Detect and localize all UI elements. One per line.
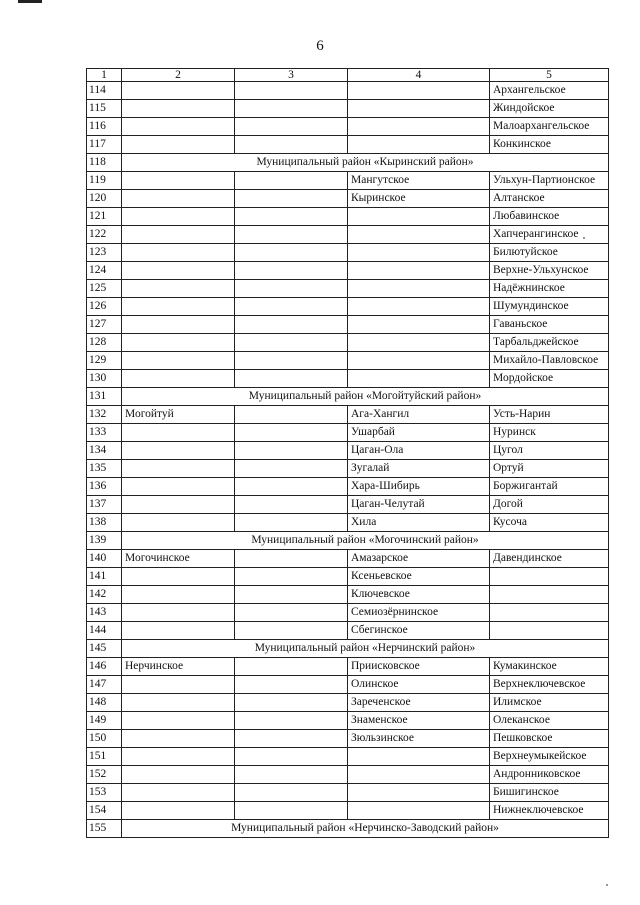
column-3-cell — [235, 568, 348, 586]
column-2-cell — [122, 694, 235, 712]
column-3-cell — [235, 604, 348, 622]
column-4-cell: Хара-Шибирь — [348, 478, 490, 496]
district-name-cell: Муниципальный район «Могочинский район» — [122, 532, 609, 550]
table-row — [87, 460, 609, 478]
table-row — [87, 118, 609, 136]
table-row — [87, 568, 609, 586]
table-row — [87, 226, 609, 244]
column-2-cell — [122, 712, 235, 730]
column-3-cell — [235, 784, 348, 802]
column-4-cell — [348, 226, 490, 244]
column-2-cell — [122, 316, 235, 334]
table-row — [87, 298, 609, 316]
row-number-cell: 148 — [87, 694, 122, 712]
column-2-cell — [122, 676, 235, 694]
column-4-cell: Хила — [348, 514, 490, 532]
column-3-cell — [235, 352, 348, 370]
row-number-cell: 117 — [87, 136, 122, 154]
table-row — [87, 82, 609, 100]
table-row — [87, 514, 609, 532]
column-5-cell: Кусоча — [490, 514, 609, 532]
table-row — [87, 136, 609, 154]
column-4-cell — [348, 766, 490, 784]
column-5-cell: Пешковское — [490, 730, 609, 748]
column-5-cell: Конкинское — [490, 136, 609, 154]
column-3-cell — [235, 586, 348, 604]
column-2-cell — [122, 748, 235, 766]
column-3-cell — [235, 766, 348, 784]
column-4-cell: Цаган-Ола — [348, 442, 490, 460]
district-name-cell: Муниципальный район «Могойтуйский район» — [122, 388, 609, 406]
column-5-cell: Алтанское — [490, 190, 609, 208]
row-number-cell: 146 — [87, 658, 122, 676]
table-row — [87, 586, 609, 604]
column-2-cell — [122, 136, 235, 154]
row-number-cell: 128 — [87, 334, 122, 352]
district-name-cell: Муниципальный район «Нерчинский район» — [122, 640, 609, 658]
column-5-cell: Догой — [490, 496, 609, 514]
column-2-cell: Могочинское — [122, 550, 235, 568]
column-3-cell — [235, 226, 348, 244]
column-2-cell — [122, 208, 235, 226]
column-2-cell — [122, 478, 235, 496]
row-number-cell: 133 — [87, 424, 122, 442]
district-header-row — [87, 388, 609, 406]
column-3-cell — [235, 442, 348, 460]
table-row — [87, 694, 609, 712]
column-5-cell — [490, 568, 609, 586]
column-4-cell — [348, 784, 490, 802]
table-row — [87, 496, 609, 514]
column-4-cell: Олинское — [348, 676, 490, 694]
column-3-cell — [235, 478, 348, 496]
scan-corner-mark — [18, 0, 42, 3]
row-number-cell: 151 — [87, 748, 122, 766]
column-5-cell: Кумакинское — [490, 658, 609, 676]
row-number-cell: 114 — [87, 82, 122, 100]
column-5-cell: Архангельское — [490, 82, 609, 100]
column-2-cell — [122, 226, 235, 244]
row-number-cell: 140 — [87, 550, 122, 568]
column-4-cell: Ушарбай — [348, 424, 490, 442]
column-5-cell: Илимское — [490, 694, 609, 712]
table-row — [87, 100, 609, 118]
table-row — [87, 622, 609, 640]
column-4-cell — [348, 118, 490, 136]
column-5-cell: Андронниковское — [490, 766, 609, 784]
column-2-cell — [122, 334, 235, 352]
table-row — [87, 190, 609, 208]
column-5-cell — [490, 622, 609, 640]
column-3-cell — [235, 82, 348, 100]
row-number-cell: 115 — [87, 100, 122, 118]
column-2-cell — [122, 118, 235, 136]
row-number-cell: 121 — [87, 208, 122, 226]
table-row — [87, 316, 609, 334]
column-4-cell: Сбегинское — [348, 622, 490, 640]
column-3-cell — [235, 712, 348, 730]
column-4-cell: Знаменское — [348, 712, 490, 730]
column-2-cell — [122, 370, 235, 388]
column-5-cell: Боржигантай — [490, 478, 609, 496]
column-header: 3 — [235, 69, 348, 82]
column-5-cell: Бишигинское — [490, 784, 609, 802]
column-4-cell: Ксеньевское — [348, 568, 490, 586]
column-4-cell: Семиозёрнинское — [348, 604, 490, 622]
column-5-cell: Надёжнинское — [490, 280, 609, 298]
table-row — [87, 712, 609, 730]
table-row — [87, 604, 609, 622]
row-number-cell: 139 — [87, 532, 122, 550]
district-header-row — [87, 820, 609, 838]
column-3-cell — [235, 460, 348, 478]
table-row — [87, 334, 609, 352]
column-4-cell — [348, 244, 490, 262]
column-3-cell — [235, 496, 348, 514]
column-5-cell: Цугол — [490, 442, 609, 460]
column-4-cell — [348, 280, 490, 298]
table-row — [87, 424, 609, 442]
row-number-cell: 131 — [87, 388, 122, 406]
table-row — [87, 442, 609, 460]
column-2-cell — [122, 280, 235, 298]
column-5-cell: Шумундинское — [490, 298, 609, 316]
column-5-cell: Хапчерангинское — [490, 226, 609, 244]
column-4-cell — [348, 370, 490, 388]
column-5-cell: Любавинское — [490, 208, 609, 226]
row-number-cell: 129 — [87, 352, 122, 370]
column-3-cell — [235, 262, 348, 280]
column-3-cell — [235, 172, 348, 190]
column-3-cell — [235, 298, 348, 316]
column-3-cell — [235, 694, 348, 712]
column-4-cell: Амазарское — [348, 550, 490, 568]
table-row — [87, 208, 609, 226]
row-number-cell: 153 — [87, 784, 122, 802]
table-row — [87, 280, 609, 298]
column-5-cell: Давендинское — [490, 550, 609, 568]
column-3-cell — [235, 730, 348, 748]
table-row — [87, 802, 609, 820]
column-2-cell — [122, 586, 235, 604]
column-4-cell — [348, 262, 490, 280]
row-number-cell: 132 — [87, 406, 122, 424]
row-number-cell: 149 — [87, 712, 122, 730]
column-3-cell — [235, 748, 348, 766]
row-number-cell: 124 — [87, 262, 122, 280]
district-header-row — [87, 532, 609, 550]
scan-speck — [606, 884, 608, 886]
scan-speck — [583, 237, 585, 239]
column-5-cell: Жиндойское — [490, 100, 609, 118]
column-5-cell: Верхнеумыкейское — [490, 748, 609, 766]
column-2-cell — [122, 802, 235, 820]
row-number-cell: 135 — [87, 460, 122, 478]
column-2-cell — [122, 460, 235, 478]
table-row — [87, 784, 609, 802]
column-3-cell — [235, 316, 348, 334]
column-4-cell — [348, 334, 490, 352]
column-4-cell: Зугалай — [348, 460, 490, 478]
column-2-cell — [122, 82, 235, 100]
district-name-cell: Муниципальный район «Нерчинско-Заводский район» — [122, 820, 609, 838]
column-3-cell — [235, 208, 348, 226]
table-row — [87, 676, 609, 694]
row-number-cell: 150 — [87, 730, 122, 748]
column-3-cell — [235, 100, 348, 118]
row-number-cell: 143 — [87, 604, 122, 622]
column-5-cell: Гаваньское — [490, 316, 609, 334]
table-row — [87, 262, 609, 280]
column-3-cell — [235, 334, 348, 352]
row-number-cell: 136 — [87, 478, 122, 496]
column-4-cell — [348, 100, 490, 118]
column-3-cell — [235, 280, 348, 298]
table-row — [87, 766, 609, 784]
table-row — [87, 748, 609, 766]
column-3-cell — [235, 676, 348, 694]
municipal-registry-table — [86, 68, 609, 838]
table-row — [87, 478, 609, 496]
column-3-cell — [235, 424, 348, 442]
column-3-cell — [235, 658, 348, 676]
column-5-cell: Ульхун-Партионское — [490, 172, 609, 190]
table-row — [87, 172, 609, 190]
column-4-cell — [348, 208, 490, 226]
row-number-cell: 147 — [87, 676, 122, 694]
column-4-cell — [348, 298, 490, 316]
column-5-cell: Верхне-Ульхунское — [490, 262, 609, 280]
column-header: 1 — [87, 69, 122, 82]
column-3-cell — [235, 190, 348, 208]
column-2-cell — [122, 352, 235, 370]
row-number-cell: 126 — [87, 298, 122, 316]
column-4-cell — [348, 802, 490, 820]
column-5-cell: Олеканское — [490, 712, 609, 730]
row-number-cell: 152 — [87, 766, 122, 784]
column-2-cell — [122, 100, 235, 118]
column-2-cell — [122, 244, 235, 262]
row-number-cell: 138 — [87, 514, 122, 532]
table-row — [87, 658, 609, 676]
column-5-cell: Нуринск — [490, 424, 609, 442]
row-number-cell: 154 — [87, 802, 122, 820]
row-number-cell: 155 — [87, 820, 122, 838]
column-4-cell — [348, 748, 490, 766]
column-2-cell — [122, 424, 235, 442]
column-header: 4 — [348, 69, 490, 82]
column-3-cell — [235, 622, 348, 640]
column-5-cell: Усть-Нарин — [490, 406, 609, 424]
column-4-cell: Зареченское — [348, 694, 490, 712]
row-number-cell: 134 — [87, 442, 122, 460]
column-5-cell: Малоархангельское — [490, 118, 609, 136]
table-header-row — [87, 69, 609, 82]
column-4-cell — [348, 316, 490, 334]
column-5-cell: Билютуйское — [490, 244, 609, 262]
row-number-cell: 141 — [87, 568, 122, 586]
column-2-cell — [122, 190, 235, 208]
column-2-cell — [122, 298, 235, 316]
column-2-cell: Нерчинское — [122, 658, 235, 676]
row-number-cell: 120 — [87, 190, 122, 208]
column-4-cell — [348, 82, 490, 100]
column-4-cell: Зюльзинское — [348, 730, 490, 748]
column-2-cell — [122, 442, 235, 460]
row-number-cell: 130 — [87, 370, 122, 388]
column-3-cell — [235, 136, 348, 154]
column-2-cell — [122, 730, 235, 748]
column-5-cell: Верхнеключевское — [490, 676, 609, 694]
column-header: 2 — [122, 69, 235, 82]
column-3-cell — [235, 244, 348, 262]
column-2-cell — [122, 496, 235, 514]
table-row — [87, 244, 609, 262]
district-header-row — [87, 640, 609, 658]
column-3-cell — [235, 802, 348, 820]
column-5-cell: Мордойское — [490, 370, 609, 388]
column-2-cell — [122, 568, 235, 586]
row-number-cell: 127 — [87, 316, 122, 334]
column-2-cell — [122, 622, 235, 640]
column-4-cell: Ага-Хангил — [348, 406, 490, 424]
column-4-cell: Приисковское — [348, 658, 490, 676]
column-5-cell: Ортуй — [490, 460, 609, 478]
column-3-cell — [235, 118, 348, 136]
column-3-cell — [235, 406, 348, 424]
column-4-cell: Мангутское — [348, 172, 490, 190]
table-row — [87, 406, 609, 424]
row-number-cell: 125 — [87, 280, 122, 298]
table-row — [87, 352, 609, 370]
row-number-cell: 118 — [87, 154, 122, 172]
row-number-cell: 142 — [87, 586, 122, 604]
page-number: 6 — [316, 38, 324, 54]
row-number-cell: 116 — [87, 118, 122, 136]
column-2-cell — [122, 784, 235, 802]
column-2-cell — [122, 604, 235, 622]
column-4-cell: Цаган-Челутай — [348, 496, 490, 514]
row-number-cell: 137 — [87, 496, 122, 514]
table-row — [87, 370, 609, 388]
column-5-cell — [490, 604, 609, 622]
column-5-cell — [490, 586, 609, 604]
row-number-cell: 122 — [87, 226, 122, 244]
column-3-cell — [235, 550, 348, 568]
column-header: 5 — [490, 69, 609, 82]
row-number-cell: 145 — [87, 640, 122, 658]
row-number-cell: 123 — [87, 244, 122, 262]
column-2-cell — [122, 262, 235, 280]
district-name-cell: Муниципальный район «Кыринский район» — [122, 154, 609, 172]
column-2-cell: Могойтуй — [122, 406, 235, 424]
district-header-row — [87, 154, 609, 172]
column-2-cell — [122, 514, 235, 532]
table-row — [87, 730, 609, 748]
column-4-cell: Кыринское — [348, 190, 490, 208]
column-3-cell — [235, 370, 348, 388]
column-5-cell: Тарбальджейское — [490, 334, 609, 352]
column-5-cell: Нижнеключевское — [490, 802, 609, 820]
row-number-cell: 144 — [87, 622, 122, 640]
table-row — [87, 550, 609, 568]
column-2-cell — [122, 172, 235, 190]
column-2-cell — [122, 766, 235, 784]
row-number-cell: 119 — [87, 172, 122, 190]
column-4-cell: Ключевское — [348, 586, 490, 604]
column-4-cell — [348, 136, 490, 154]
column-5-cell: Михайло-Павловское — [490, 352, 609, 370]
column-3-cell — [235, 514, 348, 532]
column-4-cell — [348, 352, 490, 370]
